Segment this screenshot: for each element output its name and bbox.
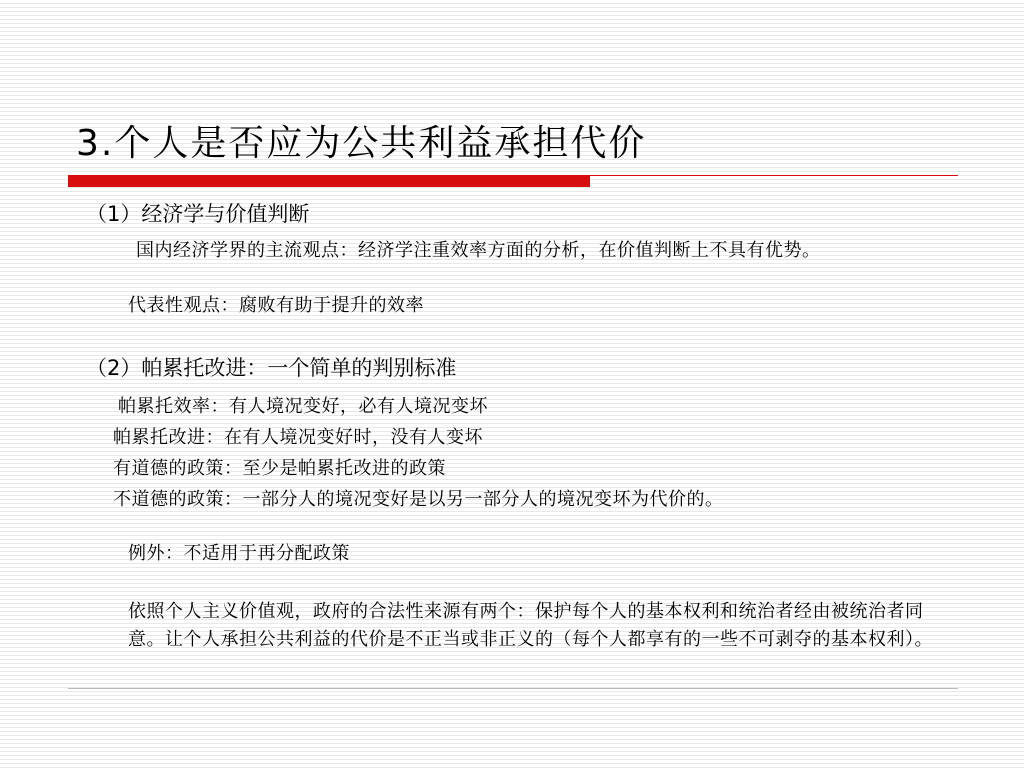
title-underline (68, 174, 958, 188)
section2-closing-paragraph: 依照个人主义价值观，政府的合法性来源有两个：保护每个人的基本权利和统治者经由被统治者同意。让个人承担公共利益的代价是不正当或非正义的（每个人都享有的一些不可剥夺的基本权利）。 (128, 601, 933, 650)
section2-item-immoral-policy: 不道德的政策：一部分人的境况变好是以另一部分人的境况变坏为代价的。 (113, 489, 724, 510)
section2-item-moral-policy: 有道德的政策：至少是帕累托改进的政策 (113, 458, 446, 479)
section2-item-pareto-efficiency: 帕累托效率：有人境况变好，必有人境况变坏 (118, 396, 488, 417)
section1-heading: （1）经济学与价值判断 (86, 202, 310, 226)
section2-item-exception: 例外：不适用于再分配政策 (128, 543, 350, 564)
section2-item-pareto-improvement: 帕累托改进：在有人境况变好时，没有人变坏 (113, 427, 483, 448)
bottom-divider (68, 688, 958, 689)
section1-paragraph-mainstream: 国内经济学界的主流观点：经济学注重效率方面的分析，在价值判断上不具有优势。 (136, 240, 821, 261)
title-underline-red-bar (68, 175, 590, 187)
title-underline-thin-line (590, 175, 958, 176)
section2-heading: （2）帕累托改进：一个简单的判别标准 (86, 356, 457, 380)
slide-title: 3.个人是否应为公共利益承担代价 (76, 123, 647, 164)
section1-paragraph-representative: 代表性观点：腐败有助于提升的效率 (128, 295, 424, 316)
